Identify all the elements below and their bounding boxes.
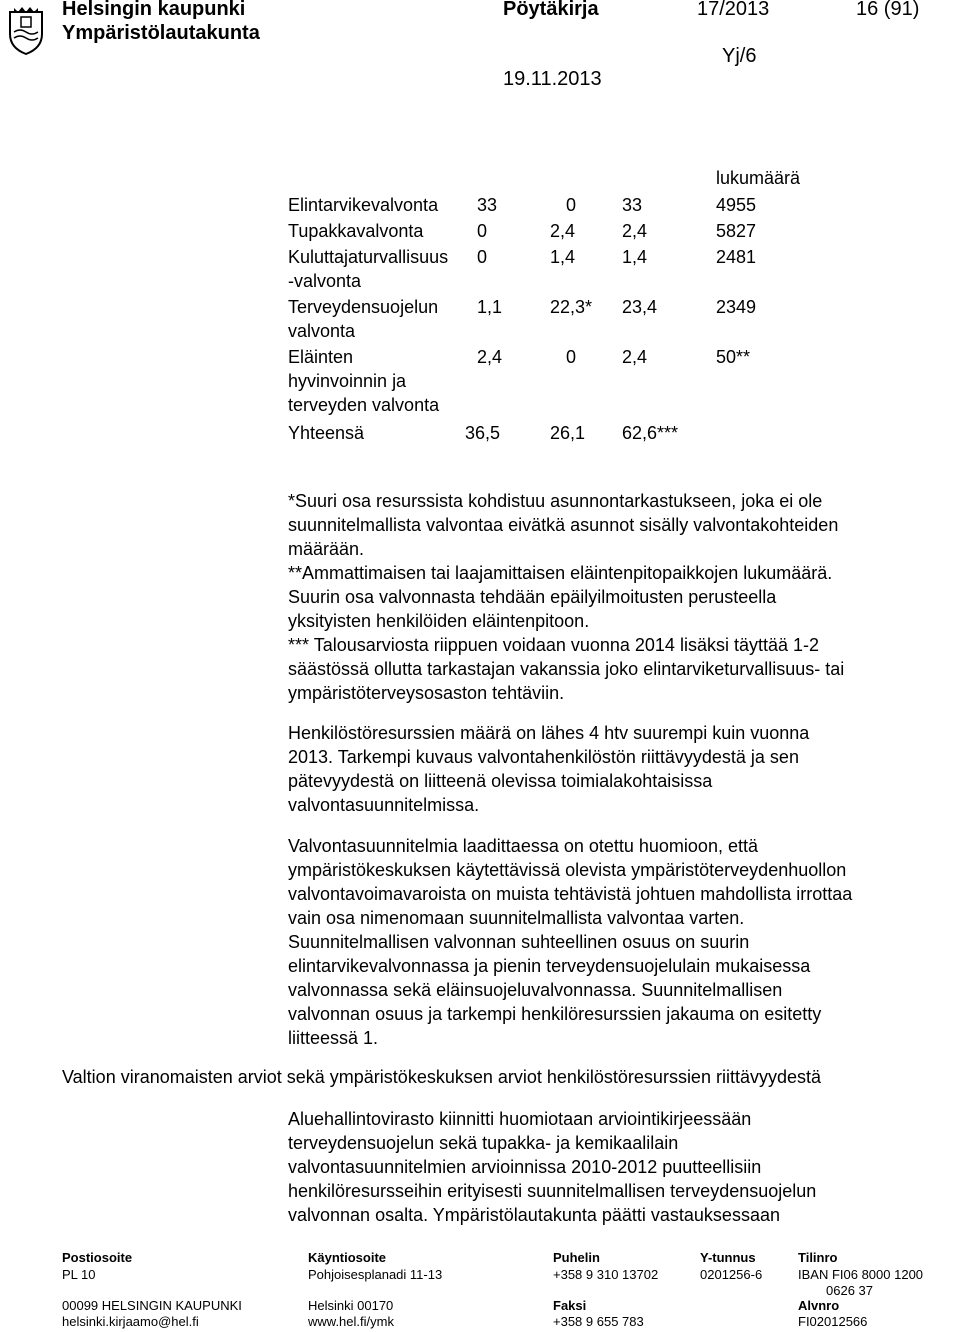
cell-c3: 62,6***	[622, 423, 679, 443]
helsinki-coat-of-arms-icon	[6, 4, 46, 56]
cell-c2: 22,3*	[550, 297, 593, 317]
meeting-date: 19.11.2013	[503, 68, 602, 90]
row-label: Elintarvikevalvonta	[288, 195, 439, 215]
section-code: Yj/6	[722, 45, 757, 67]
row-label: Tupakkavalvonta	[288, 221, 424, 241]
row-label: Yhteensä	[288, 423, 365, 443]
doc-number: 17/2013	[697, 0, 770, 20]
footer-postal-label: Postiosoite	[62, 1250, 133, 1265]
cell-c4: 2349	[716, 297, 757, 317]
footer-web-link[interactable]: www.hel.fi/ymk	[308, 1314, 394, 1329]
footer-ytunnus: 0201256-6	[700, 1267, 763, 1282]
row-label-cont: -valvonta	[288, 271, 362, 291]
footnote-2: **Ammattimaisen tai laajamittaisen eläintenpitopaikkojen lukumäärä. Suurin osa valvonnasta tehdään epäilyilmoitusten perusteella yksityisten henkilöiden eläintenpitoon.	[288, 563, 833, 631]
footer-account-1: IBAN FI06 8000 1200	[798, 1267, 924, 1282]
footnote-3: *** Talousarviosta riippuen voidaan vuonna 2014 lisäksi täyttää 1-2 säästössä ollutta tarkastajan vakanssia joko elintarviketurvallisuus- tai ympäristöterveysosaston tehtäviin.	[288, 635, 845, 703]
row-label-cont: valvonta	[288, 321, 356, 341]
paragraph-personnel: Henkilöstöresurssien määrä on lähes 4 htv suurempi kuin vuonna 2013. Tarkempi kuvaus valvontahenkilöstön riittävyydestä ja sen pätevyydestä on liitteenä olevissa toimialakohtaisissa valvontasuunnitelmissa.	[288, 723, 810, 815]
footer-visit-label: Käyntiosoite	[308, 1250, 387, 1265]
paragraph-assessment: Aluehallintovirasto kiinnitti huomiotaan arviointikirjeessään terveydensuojelun sekä tupakka- ja kemikaalilain valvontasuunnitelmien arvioinnissa 2010-2012 puutteellisiin henkilöresursseihin erityisesti suunnitelmallisen terveydensuojelun valvonnan osalta. Ympäristölautakunta päätti vastauksessaan	[288, 1109, 817, 1225]
table-header-count: lukumäärä	[716, 168, 801, 188]
footer-postal-box: PL 10	[62, 1267, 96, 1282]
cell-c2: 1,4	[550, 247, 576, 267]
footer-vat-label: Alvnro	[798, 1298, 840, 1313]
footer-ytunnus-label: Y-tunnus	[700, 1250, 756, 1265]
cell-c1: 33	[477, 195, 498, 215]
footer-vat: FI02012566	[798, 1314, 868, 1329]
cell-c1: 0	[477, 247, 488, 267]
footer-account-2: 0626 37	[826, 1283, 873, 1298]
paragraph-planning: Valvontasuunnitelmia laadittaessa on otettu huomioon, että ympäristökeskuksen käytettävissä olevista ympäristöterveydenhuollon valvontavoimavaroista on muista tehtävistä johtuen mahdollista irrottaa vain osa nimenomaan suunnitelmallista valvontaa varten. Suunnitelmallisen valvonnan suhteellinen osuus on suurin elintarvikevalvonnassa ja pienin terveydensuojelulain mukaisessa valvonnassa sekä eläinsuojeluvalvonnassa. Suunnitelmallisen valvonnan osuus ja tarkempi henkilöresurssien jakauma on esitetty liitteessä 1.	[288, 836, 853, 1048]
cell-c1: 0	[477, 221, 488, 241]
cell-c4: 4955	[716, 195, 757, 215]
row-label-cont: terveyden valvonta	[288, 395, 440, 415]
committee-name: Ympäristölautakunta	[62, 22, 260, 44]
cell-c3: 1,4	[622, 247, 648, 267]
doc-type: Pöytäkirja	[503, 0, 599, 20]
footer-phone: +358 9 310 13702	[553, 1267, 659, 1282]
cell-c3: 23,4	[622, 297, 658, 317]
page-number: 16 (91)	[856, 0, 920, 20]
row-label: Kuluttajaturvallisuus	[288, 247, 449, 267]
footnote-1: *Suuri osa resurssista kohdistuu asunnontarkastukseen, joka ei ole suunnitelmallista valvontaa eivätkä asunnot sisälly valvontakohteiden määrään.	[288, 491, 839, 559]
section-heading: Valtion viranomaisten arviot sekä ympäristökeskuksen arviot henkilöstöresurssien riittävyydestä	[62, 1067, 821, 1087]
cell-c1: 2,4	[477, 347, 503, 367]
cell-c1: 36,5	[465, 423, 501, 443]
footer-fax-label: Faksi	[553, 1298, 587, 1313]
footer-account-label: Tilinro	[798, 1250, 838, 1265]
footer-email-link[interactable]: helsinki.kirjaamo@hel.fi	[62, 1314, 199, 1329]
cell-c2: 0	[566, 347, 577, 367]
cell-c4: 2481	[716, 247, 757, 267]
cell-c1: 1,1	[477, 297, 503, 317]
cell-c2: 2,4	[550, 221, 576, 241]
footer-phone-label: Puhelin	[553, 1250, 600, 1265]
row-label: Eläinten	[288, 347, 354, 367]
cell-c3: 33	[622, 195, 643, 215]
cell-c3: 2,4	[622, 221, 648, 241]
cell-c4: 50**	[716, 347, 751, 367]
cell-c4: 5827	[716, 221, 757, 241]
footer-visit-city: Helsinki 00170	[308, 1298, 394, 1313]
cell-c3: 2,4	[622, 347, 648, 367]
cell-c2: 0	[566, 195, 577, 215]
footer-visit-street: Pohjoisesplanadi 11-13	[308, 1267, 443, 1282]
row-label: Terveydensuojelun	[288, 297, 439, 317]
row-label-cont: hyvinvoinnin ja	[288, 371, 407, 391]
cell-c2: 26,1	[550, 423, 586, 443]
footer-postal-city: 00099 HELSINGIN KAUPUNKI	[62, 1298, 242, 1313]
footer-fax: +358 9 655 783	[553, 1314, 644, 1329]
org-name: Helsingin kaupunki	[62, 0, 246, 20]
